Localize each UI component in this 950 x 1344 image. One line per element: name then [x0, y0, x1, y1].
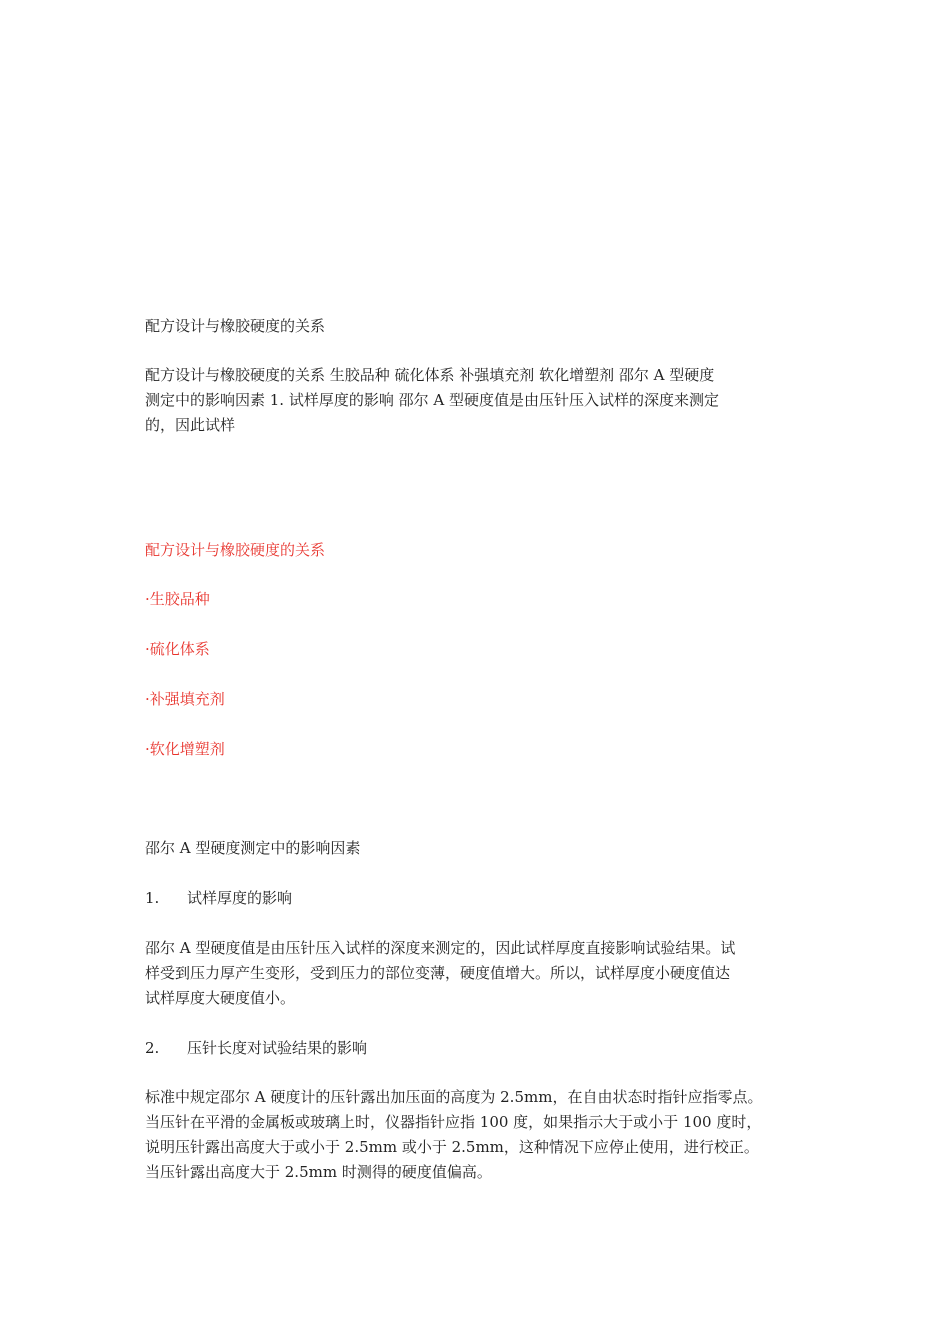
paragraph-line: 样受到压力厚产生变形，受到压力的部位变薄，硬度值增大。所以，试样厚度小硬度值达 [145, 964, 731, 982]
item-number: 1. [145, 889, 160, 907]
paragraph-line: 当压针在平滑的金属板或玻璃上时，仪器指针应指 100 度，如果指示大于或小于 100 度时， [145, 1113, 762, 1131]
item-heading [145, 1036, 825, 1061]
summary-line: 测定中的影响因素 1. 试样厚度的影响 邵尔 A 型硬度值是由压针压入试样的深度来测定 [145, 391, 719, 409]
summary-line: 配方设计与橡胶硬度的关系 生胶品种 硫化体系 补强填充剂 软化增塑剂 邵尔 A 型硬度 [145, 366, 715, 384]
toc-heading-link[interactable]: 配方设计与橡胶硬度的关系 [145, 541, 326, 559]
paragraph-line: 标准中规定邵尔 A 硬度计的压针露出加压面的高度为 2.5mm，在自由状态时指针应指零点。 [145, 1088, 763, 1106]
toc-link-raw-rubber[interactable]: ·生胶品种 [145, 590, 210, 608]
paragraph-line: 邵尔 A 型硬度值是由压针压入试样的深度来测定的，因此试样厚度直接影响试验结果。试 [145, 939, 736, 957]
toc-link-vulcanization[interactable]: ·硫化体系 [145, 640, 210, 658]
toc-link-plasticizer[interactable]: ·软化增塑剂 [145, 740, 225, 758]
doc-title: 配方设计与橡胶硬度的关系 [145, 317, 326, 335]
paragraph-line: 当压针露出高度大于 2.5mm 时测得的硬度值偏高。 [145, 1163, 492, 1181]
paragraph-line: 试样厚度大硬度值小。 [145, 989, 296, 1007]
item-title: 压针长度对试验结果的影响 [187, 1039, 368, 1057]
item-heading [145, 886, 825, 911]
item-title: 试样厚度的影响 [187, 889, 293, 907]
item-number: 2. [145, 1039, 160, 1057]
section-heading: 邵尔 A 型硬度测定中的影响因素 [145, 839, 361, 857]
paragraph-line: 说明压针露出高度大于或小于 2.5mm 或小于 2.5mm，这种情况下应停止使用，进行校正。 [145, 1138, 759, 1156]
toc-link-filler[interactable]: ·补强填充剂 [145, 690, 225, 708]
summary-line: 的，因此试样 [145, 416, 236, 434]
